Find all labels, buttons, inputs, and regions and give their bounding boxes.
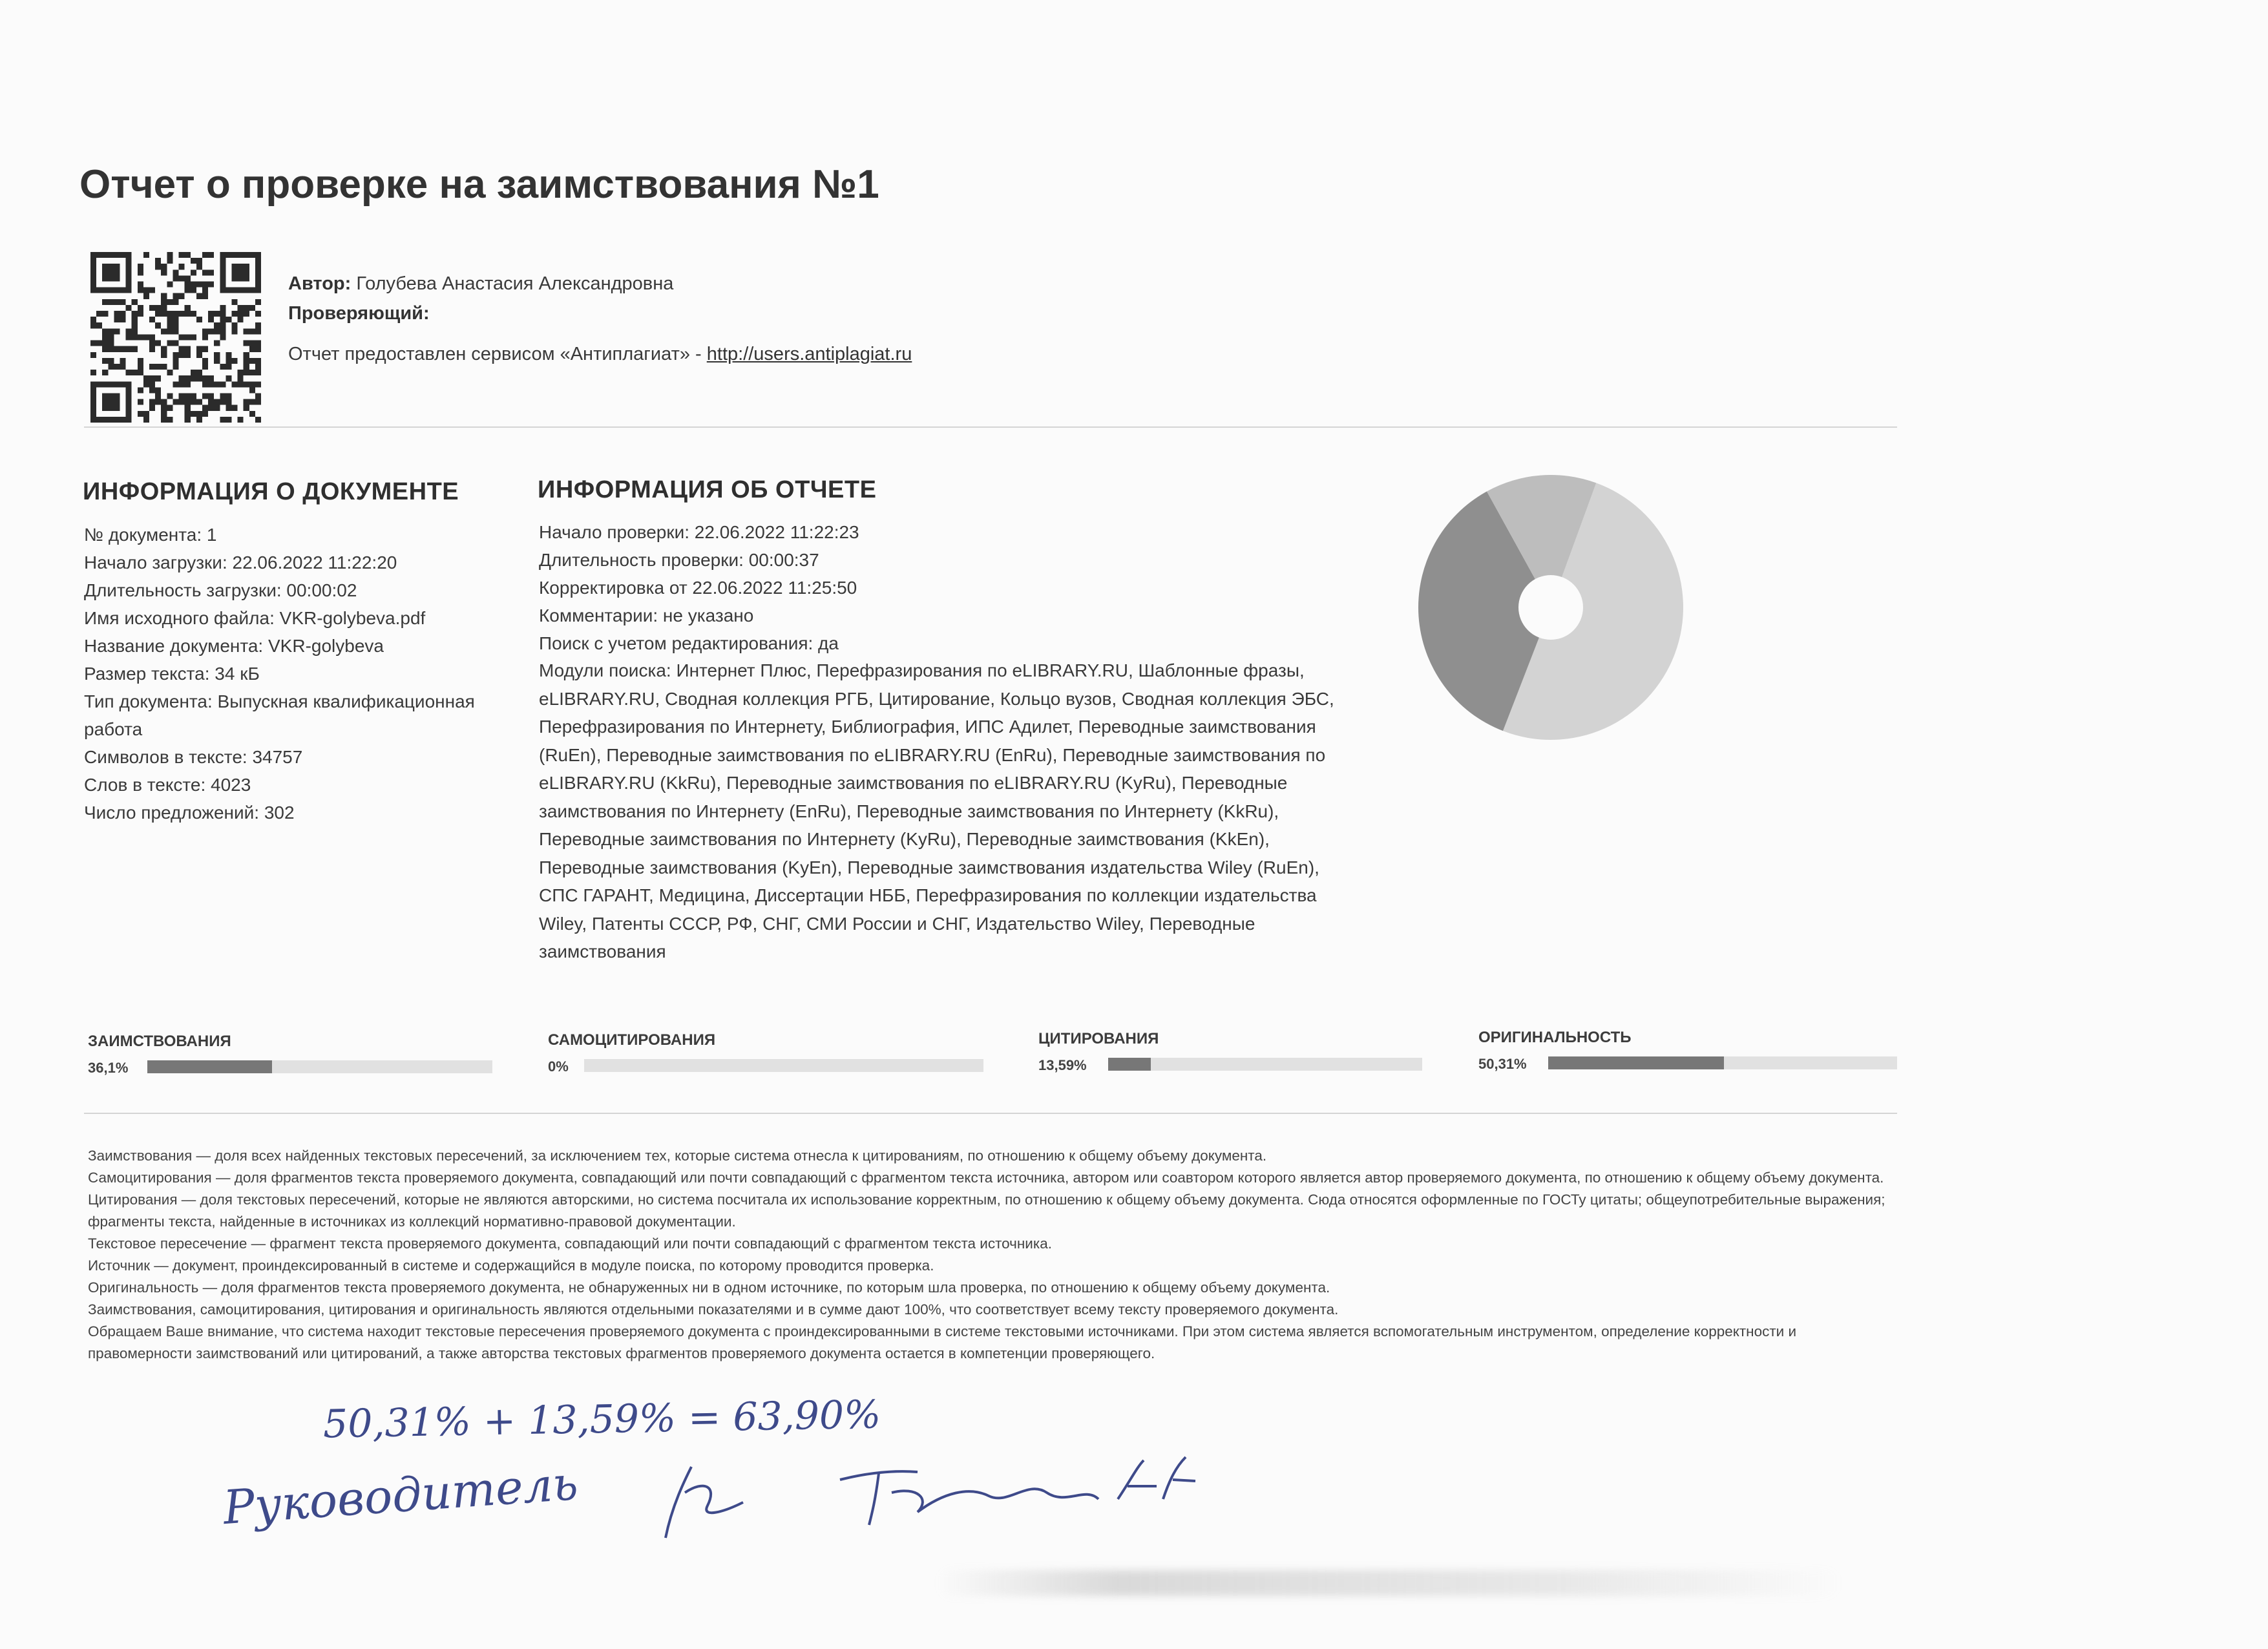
handwritten-formula: 50,31% + 13,59% = 63,90%	[322, 1392, 881, 1447]
stat-value: 13,59%	[1038, 1057, 1087, 1073]
qr-code	[90, 252, 261, 423]
report-info-row: Начало проверки: 22.06.2022 11:22:23	[539, 522, 859, 542]
reviewer-label: Проверяющий:	[288, 303, 430, 324]
definition-item: Оригинальность — доля фрагментов текста проверяемого документа, не обнаруженных ни в одном источнике, по которым шла проверка, по отношению к общему объему документа.	[88, 1279, 1330, 1296]
service-text: Отчет предоставлен сервисом «Антиплагиат» -	[288, 344, 707, 364]
doc-info-row: Символов в тексте: 34757	[84, 747, 303, 767]
stat-bar	[584, 1059, 983, 1072]
definitions-legend	[88, 1145, 1891, 1365]
doc-info-row: Слов в тексте: 4023	[84, 775, 251, 795]
stat-bar-fill	[147, 1060, 272, 1073]
definition-item: Обращаем Ваше внимание, что система находит текстовые пересечения проверяемого документа с проиндексированными в системе текстовыми источниками. При этом система является вспомогательным инструментом, определение корректности и правомерности заимствований или цитирований, а также авторства текстовых фрагментов проверяемого документа остается в компетенции проверяющего.	[88, 1323, 1797, 1361]
report-info-row: Поиск с учетом редактирования: да	[539, 633, 839, 653]
search-modules: Модули поиска: Интернет Плюс, Перефразирования по eLIBRARY.RU, Шаблонные фразы, eLIBRARY.RU, Сводная коллекция РГБ, Цитирование, Кольцо вузов, Сводная коллекция ЭБС, Перефразирования по Интернету, Библиография, ИПС Адилет, Переводные заимствования (RuEn), Переводные заимствования по eLIBRARY.RU (EnRu), Переводные заимствования по eLIBRARY.RU (KkRu), Переводные заимствования по eLIBRARY.RU (KyRu), Переводные заимствования по Интернету (EnRu), Переводные заимствования по Интернету (KkRu), Переводные заимствования по Интернету (KyRu), Переводные заимствования (KkEn), Переводные заимствования (KyEn), Переводные заимствования издательства Wiley (RuEn), СПС ГАРАНТ, Медицина, Диссертации НББ, Перефразирования по коллекции издательства Wiley, Патенты СССР, РФ, СНГ, СМИ России и СНГ, Издательство Wiley, Переводные заимствования	[539, 660, 1334, 961]
definition-item: Цитирования — доля текстовых пересечений, которые не являются авторскими, но система посчитала их использование корректным, по отношению к общему объему документа. Сюда относятся оформленные по ГОСТу цитаты; общеупотребительные выражения; фрагменты текста, найденные в источниках из коллекций нормативно-правовой документации.	[88, 1192, 1885, 1230]
doc-info-row: Тип документа: Выпускная квалификационная	[84, 691, 475, 711]
stat-label: САМОЦИТИРОВАНИЯ	[548, 1031, 716, 1049]
stat-label: ОРИГИНАЛЬНОСТЬ	[1478, 1029, 1632, 1046]
stat-value: 0%	[548, 1058, 569, 1075]
author-label: Автор:	[288, 273, 352, 294]
doc-info-row: Название документа: VKR-golybeva	[84, 636, 384, 656]
doc-info-row: работа	[84, 719, 143, 739]
report-info-heading: ИНФОРМАЦИЯ ОБ ОТЧЕТЕ	[538, 476, 877, 503]
stat-bar	[1548, 1056, 1897, 1069]
doc-info-row: Начало загрузки: 22.06.2022 11:22:20	[84, 552, 397, 572]
doc-info-row: Размер текста: 34 кБ	[84, 664, 260, 684]
reviewer-line	[288, 303, 430, 324]
supervisor-signature	[646, 1441, 1228, 1557]
doc-info-row: Длительность загрузки: 00:00:02	[84, 580, 357, 600]
scan-smudge	[937, 1570, 1842, 1596]
donut-hole	[1518, 575, 1583, 640]
definition-item: Самоцитирования — доля фрагментов текста проверяемого документа, совпадающий или почти совпадающий с фрагментом текста источника, автором или соавтором которого является автор проверяемого документа, по отношению к общему объему документа.	[88, 1170, 1884, 1186]
report-info-list	[539, 518, 859, 657]
service-link[interactable]: http://users.antiplagiat.ru	[706, 344, 912, 364]
stat-bar	[1108, 1058, 1422, 1071]
report-info-row: Длительность проверки: 00:00:37	[539, 550, 819, 570]
doc-info-row: № документа: 1	[84, 525, 217, 545]
definition-item: Источник — документ, проиндексированный в системе и содержащийся в модуле поиска, по которому проводится проверка.	[88, 1257, 934, 1274]
originality-donut-chart	[1415, 472, 1686, 743]
stat-originality	[1478, 1029, 1632, 1072]
stat-label: ЗАИМСТВОВАНИЯ	[88, 1033, 231, 1050]
report-title: Отчет о проверке на заимствования №1	[79, 162, 879, 207]
doc-info-heading: ИНФОРМАЦИЯ О ДОКУМЕНТЕ	[83, 478, 459, 505]
definition-item: Текстовое пересечение — фрагмент текста проверяемого документа, совпадающий или почти совпадающий с фрагментом текста источника.	[88, 1235, 1052, 1252]
doc-info-row: Число предложений: 302	[84, 803, 295, 823]
report-info-row: Комментарии: не указано	[539, 605, 754, 625]
author-line	[288, 273, 673, 295]
stats-divider	[84, 1113, 1897, 1114]
stat-value: 36,1%	[88, 1060, 129, 1076]
stat-borrowings	[88, 1033, 231, 1076]
stat-bar-fill	[1108, 1058, 1151, 1071]
stat-label: ЦИТИРОВАНИЯ	[1038, 1030, 1159, 1047]
doc-info-row: Имя исходного файла: VKR-golybeva.pdf	[84, 608, 426, 628]
stat-self-citations	[548, 1031, 716, 1075]
report-info-row: Корректировка от 22.06.2022 11:25:50	[539, 578, 857, 598]
doc-info-list	[84, 521, 475, 826]
stat-citations	[1038, 1030, 1159, 1073]
stat-value: 50,31%	[1478, 1056, 1527, 1072]
author-value: Голубева Анастасия Александровна	[356, 273, 674, 294]
header-divider	[84, 426, 1897, 428]
handwritten-supervisor-label: Руководитель	[221, 1455, 580, 1535]
stat-bar	[147, 1060, 492, 1073]
stat-bar-fill	[1548, 1056, 1724, 1069]
definition-item: Заимствования, самоцитирования, цитирования и оригинальность являются отдельными показателями и в сумме дают 100%, что соответствует всему тексту проверяемого документа.	[88, 1301, 1339, 1318]
service-line	[288, 344, 912, 365]
definition-item: Заимствования — доля всех найденных текстовых пересечений, за исключением тех, которые система отнесла к цитированиям, по отношению к общему объему документа.	[88, 1148, 1267, 1164]
